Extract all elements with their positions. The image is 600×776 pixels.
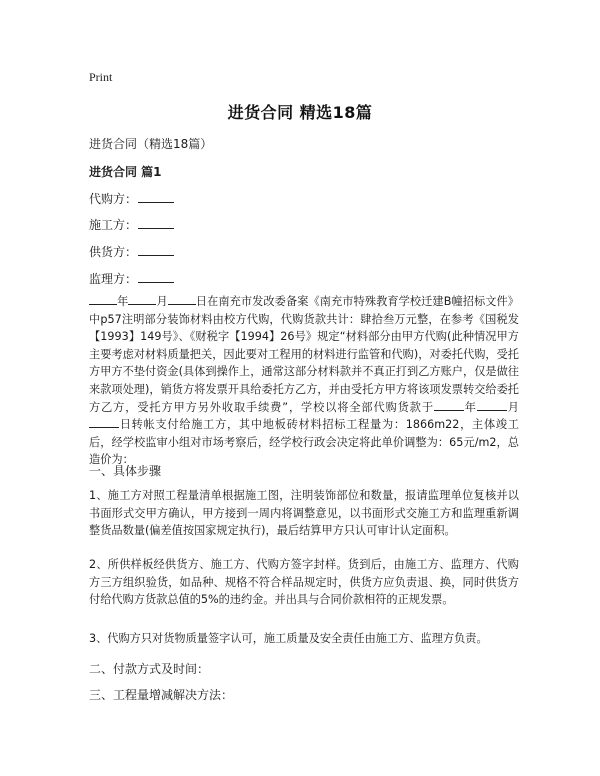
date-blank	[168, 293, 196, 305]
field-label: 施工方：	[89, 218, 138, 232]
field-blank	[138, 191, 174, 203]
date-blank	[89, 416, 119, 428]
date-blank	[434, 399, 464, 411]
field-purchaser	[89, 190, 174, 207]
field-contractor	[89, 216, 174, 233]
field-supervisor	[89, 270, 174, 287]
date-blank	[477, 399, 507, 411]
field-blank	[138, 271, 174, 283]
field-label: 供货方：	[89, 245, 138, 259]
date-blank	[128, 293, 156, 305]
paragraph-text: 年	[117, 295, 129, 308]
print-link[interactable]: Print	[89, 70, 113, 84]
page-title: 进货合同 精选18篇	[227, 103, 373, 122]
field-supplier	[89, 243, 174, 260]
field-label: 监理方：	[89, 272, 138, 286]
main-paragraph	[89, 293, 519, 469]
step-1-paragraph: 1、施工方对照工程量清单根据施工图，注明装饰部位和数量，报请监理单位复核并以书面形式交甲方确认，甲方接到一周内将调整意见，以书面形式交施工方和监理重新调整货品数量(偏差值按国家规定执行)，最后结算甲方只认可审计认定面积。	[89, 489, 519, 538]
document-subtitle: 进货合同（精选18篇）	[89, 137, 213, 151]
step-2-paragraph: 2、所供样板经供货方、施工方、代购方签字封样。货到后，由施工方、监理方、代购方三方组织验货，如品种、规格不符合样品规定时，供货方应负责退、换，同时供货方付给代购方货款总值的5%的违约金。并出具与合同价款相符的正规发票。	[89, 558, 519, 607]
paragraph-text: 月	[156, 295, 168, 308]
field-blank	[138, 217, 174, 229]
section-title: 进货合同 篇1	[89, 165, 162, 179]
field-blank	[138, 244, 174, 256]
paragraph-text: 年	[463, 400, 477, 414]
heading-steps: 一、具体步骤	[89, 464, 162, 478]
paragraph-text: 日在南充市发改委备案《南充市特殊教育学校迁建B幢招标文件》中p57注明部分装饰材料由校方代购，代购货款共计：肆拾叁万元整，在参考《国税发【1993】149号》、《财税字【1994】26号》规定“材料部分由甲方代购(此种情况甲方主要考虑对材料质量把关，因此要对工程用的材料进行监管和代购)，对委托代购，受托方甲方不垫付资金(具体到操作上，通常这部分材料款并不真正打到乙方账户，仅是做往来款项处理)，销货方将发票开具给委托方乙方，并由受托方甲方将该项发票转交给委托方乙方，受托方甲方另外收取手续费”，学校以将全部代购货款于	[89, 295, 519, 414]
paragraph-text: 日转帐支付给施工方，其中地板砖材料招标工程量为：1866m22，主体竣工后，经学校监审小组对市场考察后，经学校行政会决定将此单价调整为：65元/m2，总造价为：	[89, 418, 519, 467]
date-blank	[89, 293, 117, 305]
heading-quantity-change: 三、工程量增减解决方法：	[89, 688, 234, 702]
field-label: 代购方：	[89, 192, 138, 206]
step-3-paragraph: 3、代购方只对货物质量签字认可，施工质量及安全责任由施工方、监理方负责。	[89, 632, 488, 645]
heading-payment: 二、付款方式及时间：	[89, 662, 210, 676]
paragraph-text: 月	[506, 400, 519, 414]
